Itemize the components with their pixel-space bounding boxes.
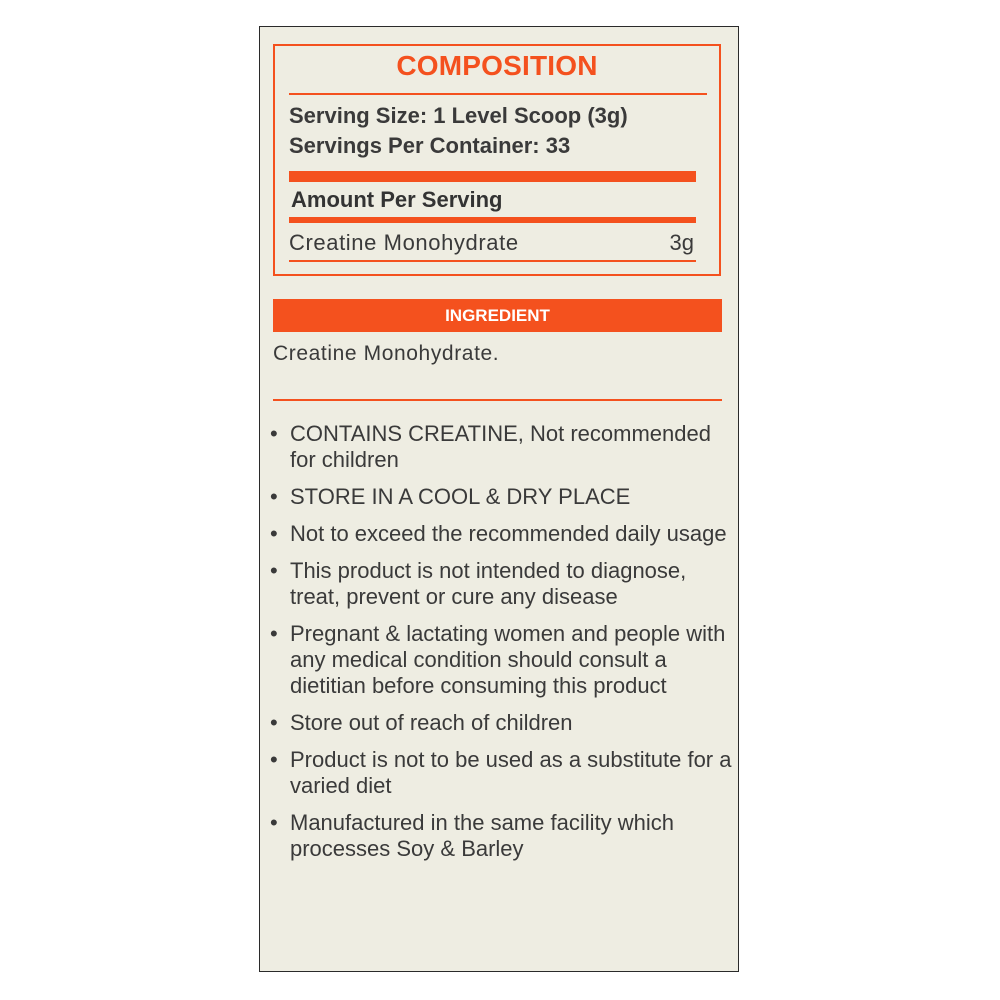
serving-size: Serving Size: 1 Level Scoop (3g) — [289, 103, 628, 128]
composition-title: COMPOSITION — [396, 50, 598, 81]
warning-text: Manufactured in the same facility which processes Soy & Barley — [290, 810, 674, 861]
ingredient-divider — [273, 399, 722, 401]
bullet-icon: • — [270, 421, 278, 446]
nutrient-amount: 3g — [669, 230, 694, 255]
servings-per-container: Servings Per Container: 33 — [289, 133, 571, 158]
amount-per-serving-header: Amount Per Serving — [291, 187, 503, 212]
composition-title-rule — [289, 93, 707, 95]
warning-item — [270, 747, 732, 799]
bullet-icon: • — [270, 810, 278, 835]
ingredient-text: Creatine Monohydrate. — [273, 342, 500, 365]
warning-item — [270, 421, 732, 473]
bullet-icon: • — [270, 747, 278, 772]
warning-text: CONTAINS CREATINE, Not recommended for children — [290, 421, 711, 472]
warning-text: STORE IN A COOL & DRY PLACE — [290, 484, 631, 509]
warning-text: Product is not to be used as a substitute for a varied diet — [290, 747, 732, 798]
bullet-icon: • — [270, 558, 278, 583]
nutrient-name: Creatine Monohydrate — [289, 230, 519, 255]
amount-medium-rule — [289, 217, 696, 223]
warning-item — [270, 810, 732, 862]
amount-thick-rule — [289, 171, 696, 182]
bullet-icon: • — [270, 621, 278, 646]
ingredient-title: INGREDIENT — [445, 306, 550, 325]
nutrient-bottom-rule — [289, 260, 696, 262]
warning-text: Store out of reach of children — [290, 710, 573, 735]
warning-text: This product is not intended to diagnose, treat, prevent or cure any disease — [290, 558, 687, 609]
warning-item — [270, 710, 732, 736]
warning-text: Not to exceed the recommended daily usage — [290, 521, 727, 546]
warning-item — [270, 558, 732, 610]
warning-item — [270, 484, 732, 510]
warnings-list — [270, 421, 732, 873]
warning-text: Pregnant & lactating women and people with any medical condition should consult a dietitian before consuming this product — [290, 621, 726, 698]
warning-item — [270, 521, 732, 547]
bullet-icon: • — [270, 484, 278, 509]
warning-item — [270, 621, 732, 699]
bullet-icon: • — [270, 710, 278, 735]
bullet-icon: • — [270, 521, 278, 546]
